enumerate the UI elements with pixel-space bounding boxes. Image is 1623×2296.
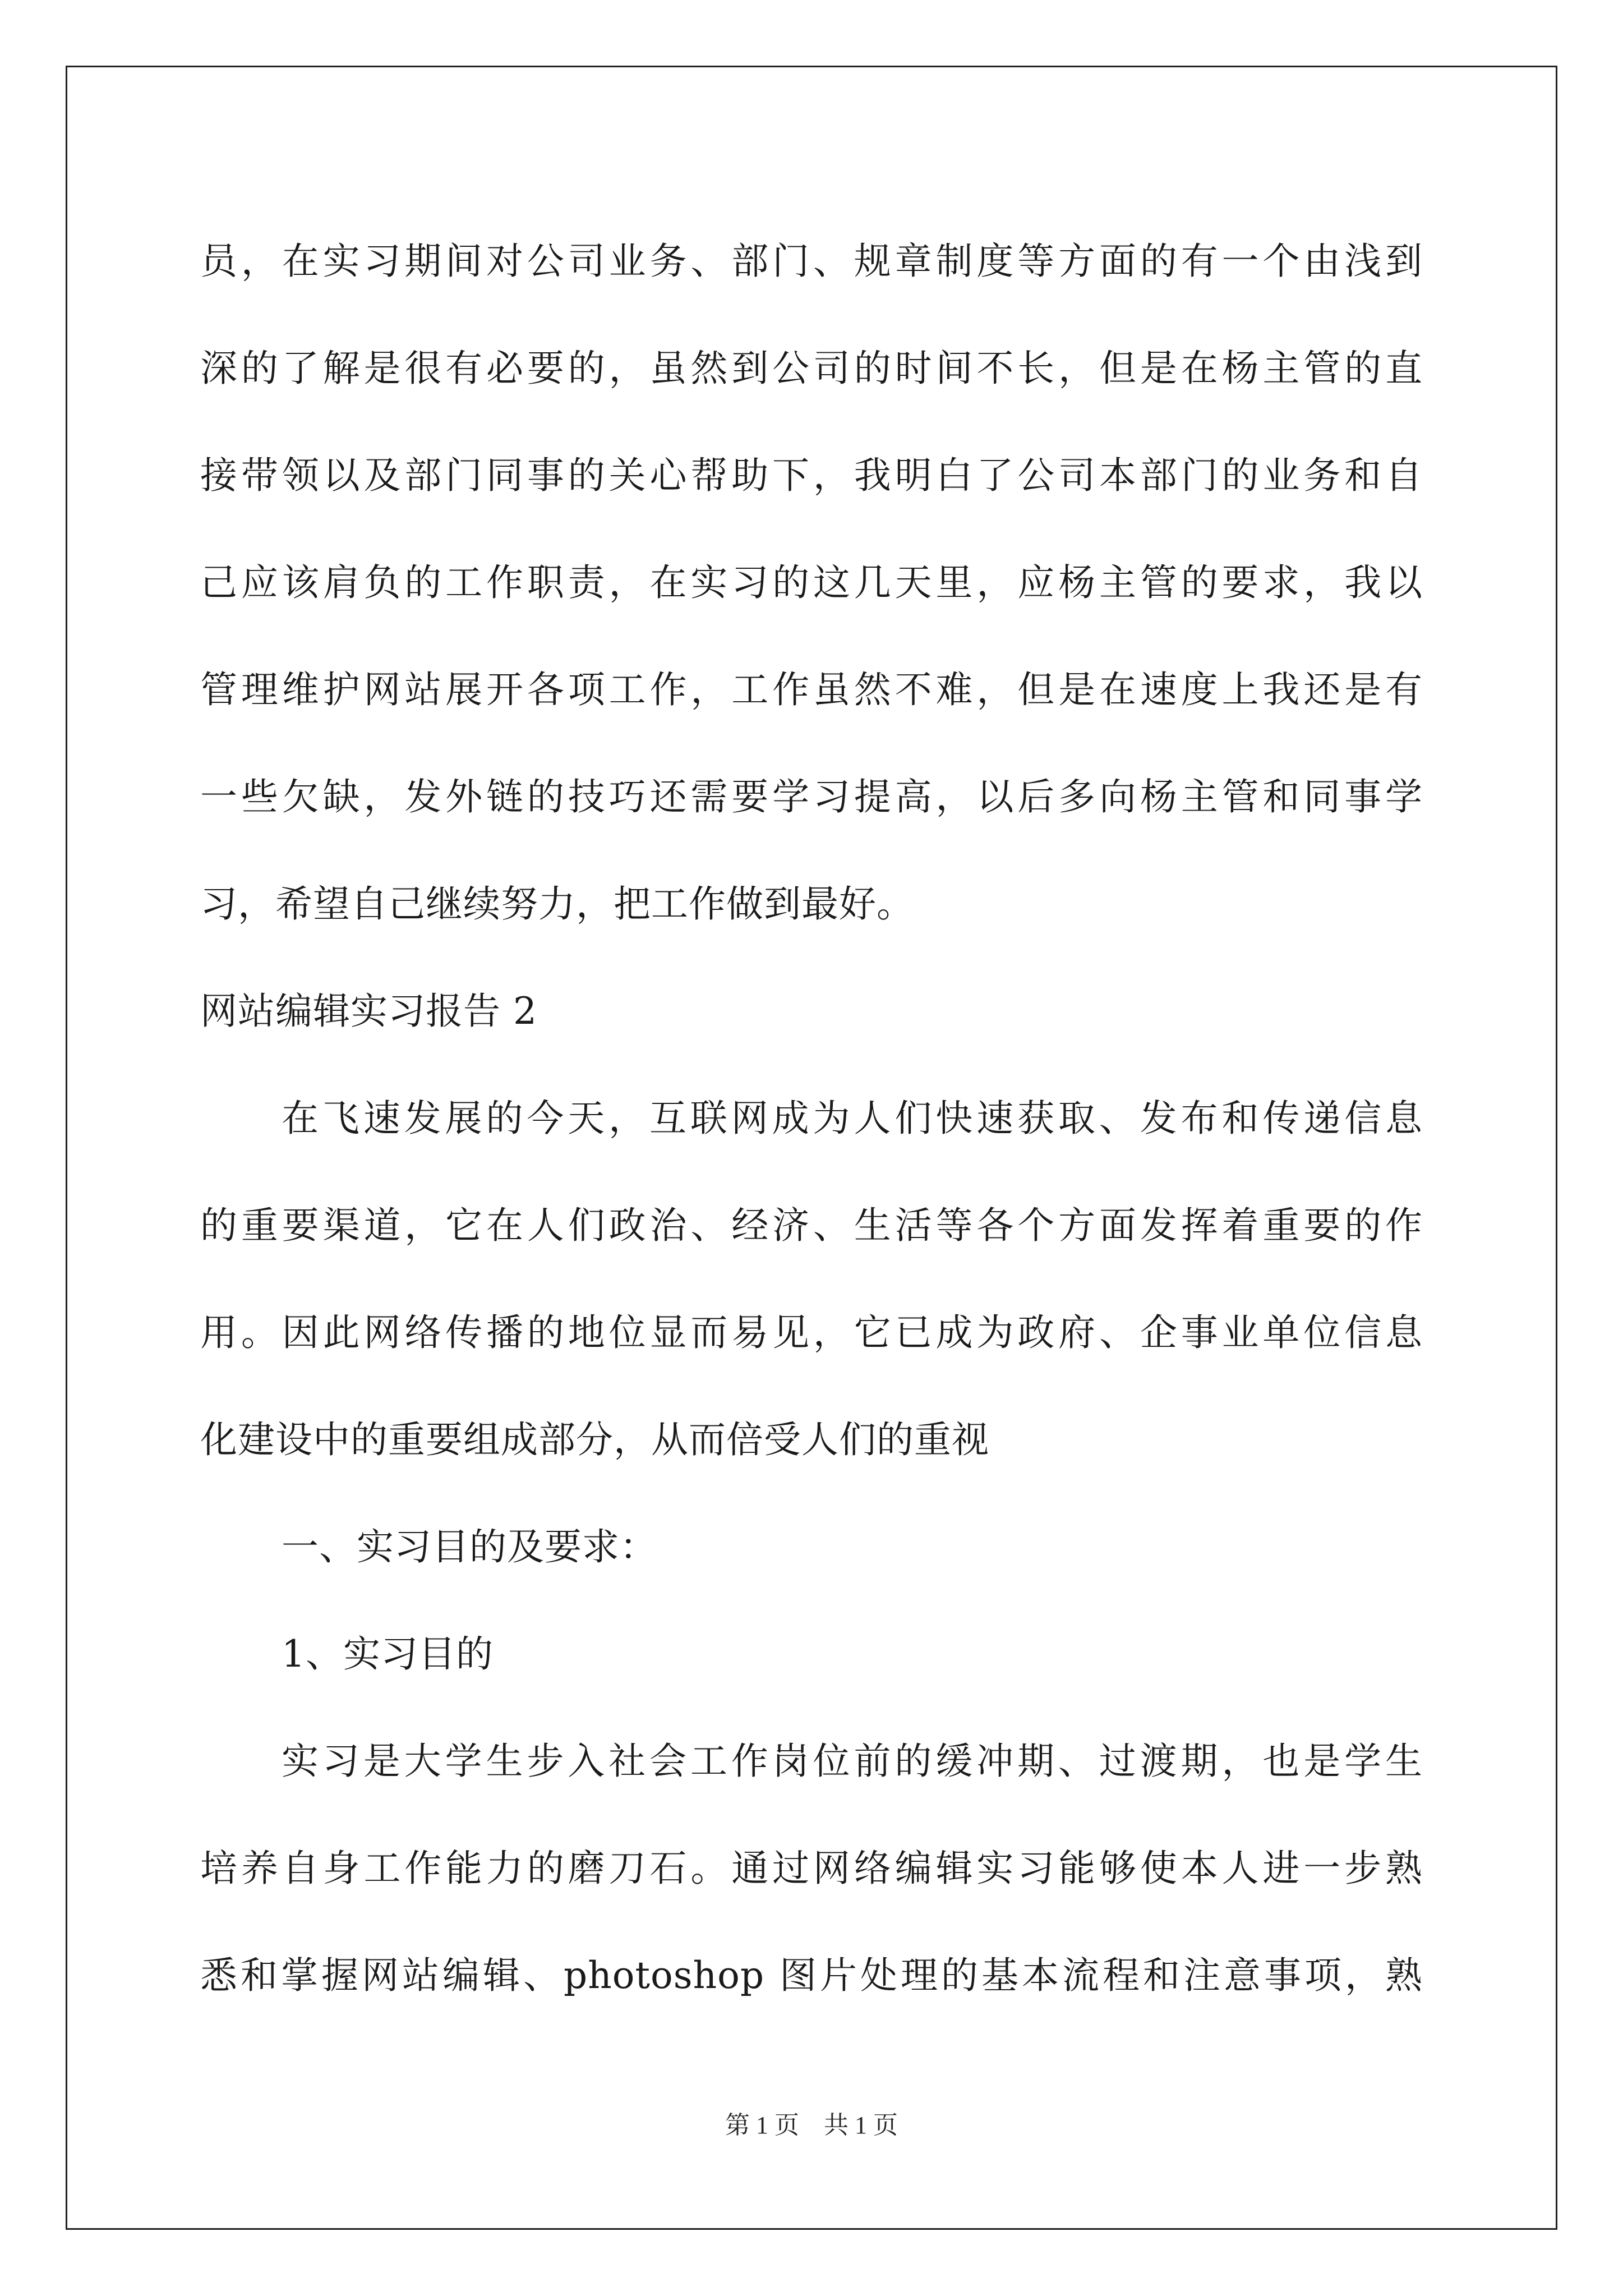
body-line: 用。因此网络传播的地位显而易见，它已成为政府、企事业单位信息 [200,1311,1423,1354]
body-line: 化建设中的重要组成部分，从而倍受人们的重视 [200,1418,989,1461]
body-line: 习，希望自己继续努力，把工作做到最好。 [200,882,914,926]
body-line: 培养自身工作能力的磨刀石。通过网络编辑实习能够使本人进一步熟 [200,1847,1423,1890]
document-body [200,208,1423,2029]
body-line: 悉和掌握网站编辑、photoshop 图片处理的基本流程和注意事项，熟 [200,1954,1423,1997]
body-line: 的重要渠道，它在人们政治、经济、生活等各个方面发挥着重要的作 [200,1204,1423,1247]
body-line: 员，在实习期间对公司业务、部门、规章制度等方面的有一个由浅到 [200,240,1423,283]
body-line: 接带领以及部门同事的关心帮助下，我明白了公司本部门的业务和自 [200,454,1423,497]
body-line: 一些欠缺，发外链的技巧还需要学习提高，以后多向杨主管和同事学 [200,775,1423,818]
subheading: 一、实习目的及要求： [282,1525,657,1568]
body-line: 实习是大学生步入社会工作岗位前的缓冲期、过渡期，也是学生 [282,1740,1423,1783]
body-line: 深的了解是很有必要的，虽然到公司的时间不长，但是在杨主管的直 [200,347,1423,390]
body-line: 在飞速发展的今天，互联网成为人们快速获取、发布和传递信息 [282,1097,1423,1140]
subheading: 1、实习目的 [282,1632,494,1676]
section-heading: 网站编辑实习报告 2 [200,990,537,1033]
page-number-footer: 第 1 页 共 1 页 [725,2111,898,2139]
body-line: 管理维护网站展开各项工作，工作虽然不难，但是在速度上我还是有 [200,668,1423,711]
body-line: 己应该肩负的工作职责，在实习的这几天里，应杨主管的要求，我以 [200,561,1423,604]
